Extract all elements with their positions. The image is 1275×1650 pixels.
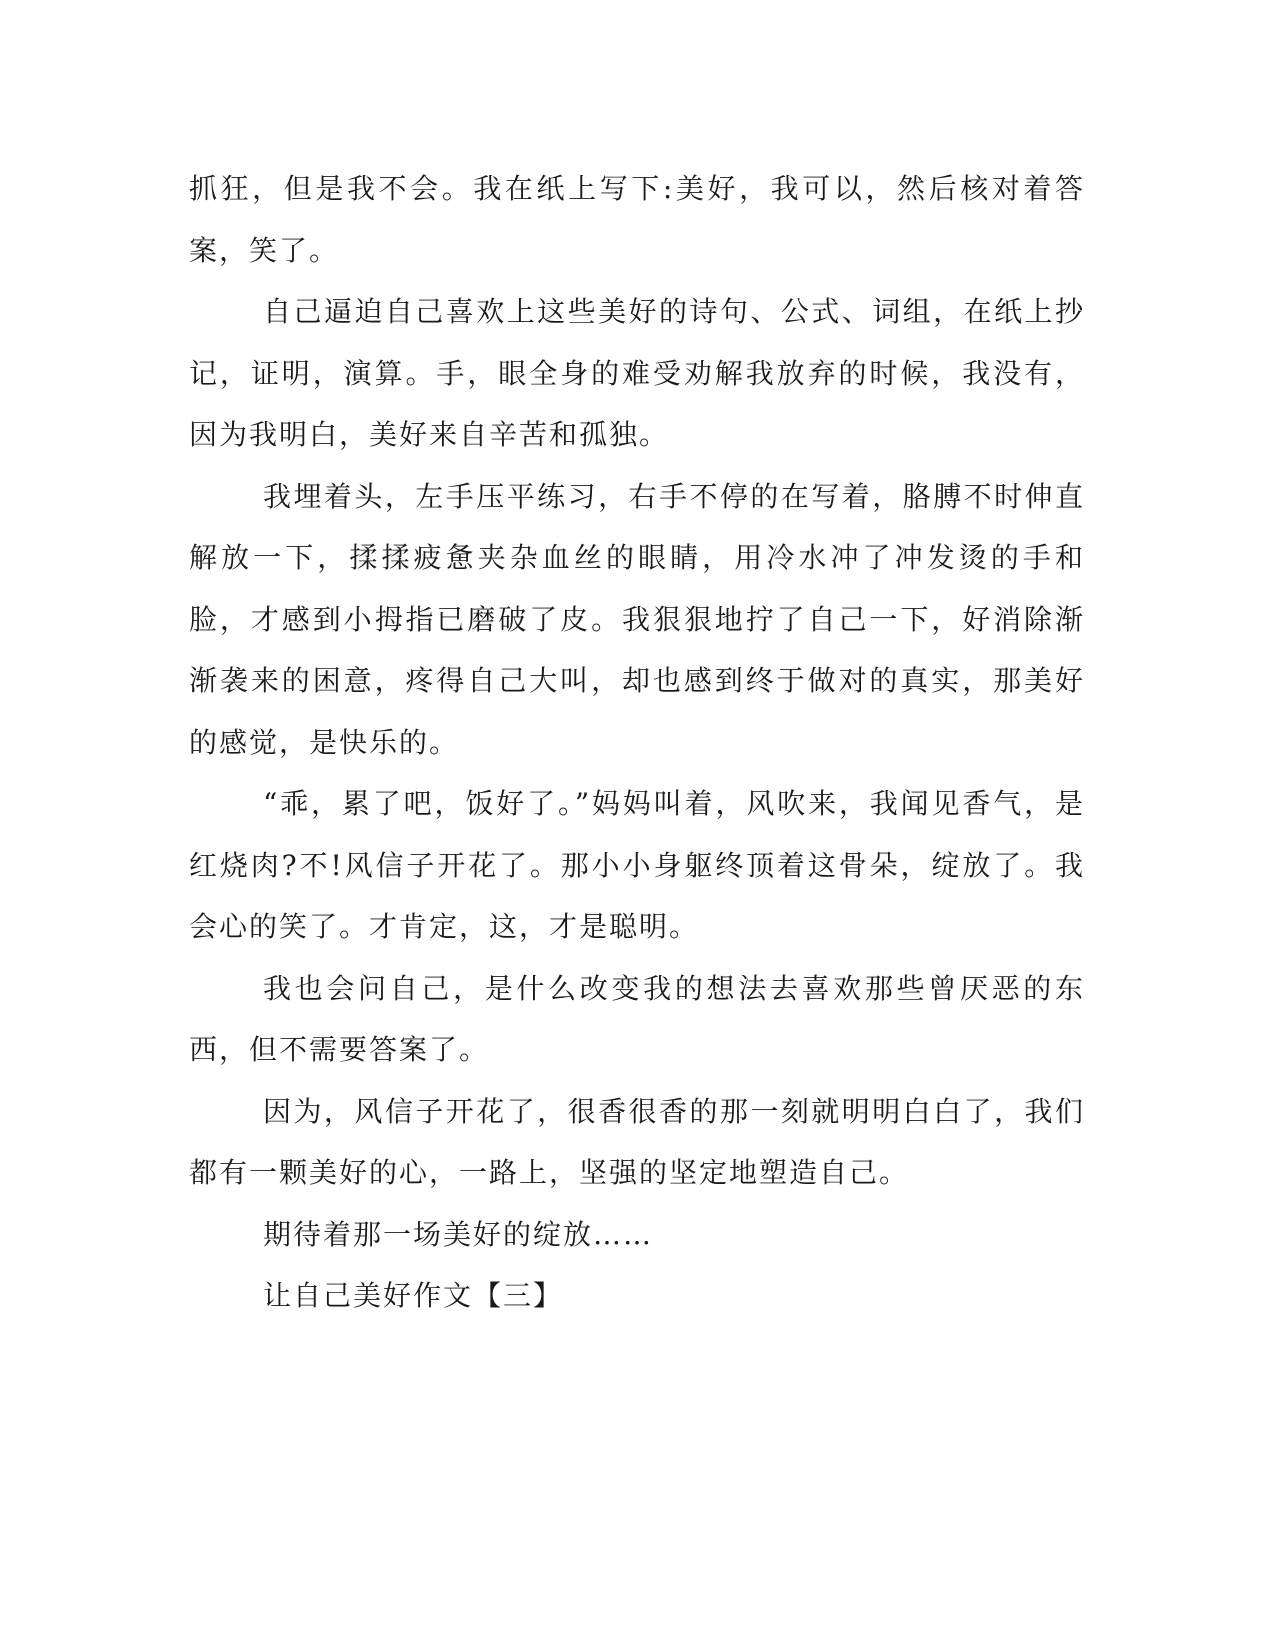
essay-body: [189, 158, 1085, 1327]
paragraph: “乖，累了吧，饭好了。”妈妈叫着，风吹来，我闻见香气，是红烧肉?不!风信子开花了。那小小身躯终顶着这骨朵，绽放了。我会心的笑了。才肯定，这，才是聪明。: [189, 787, 1085, 943]
paragraph: 我也会问自己，是什么改变我的想法去喜欢那些曾厌恶的东西，但不需要答案了。: [189, 971, 1085, 1066]
paragraph: 我埋着头，左手压平练习，右手不停的在写着，胳膊不时伸直解放一下，揉揉疲惫夹杂血丝的眼睛，用冷水冲了冲发烫的手和脸，才感到小拇指已磨破了皮。我狠狠地拧了自己一下，好消除渐渐袭来的困意，疼得自己大叫，却也感到终于做对的真实，那美好的感觉，是快乐的。: [189, 479, 1085, 759]
paragraph: 因为，风信子开花了，很香很香的那一刻就明明白白了，我们都有一颗美好的心，一路上，坚强的坚定地塑造自己。: [189, 1094, 1085, 1189]
section-heading: 让自己美好作文【三】: [263, 1279, 564, 1312]
paragraph: 自己逼迫自己喜欢上这些美好的诗句、公式、词组，在纸上抄记，证明，演算。手，眼全身的难受劝解我放弃的时候，我没有，因为我明白，美好来自辛苦和孤独。: [189, 295, 1085, 451]
paragraph-continued: 抓狂，但是我不会。我在纸上写下:美好，我可以，然后核对着答案，笑了。: [189, 172, 1085, 267]
paragraph: 期待着那一场美好的绽放……: [263, 1217, 654, 1251]
